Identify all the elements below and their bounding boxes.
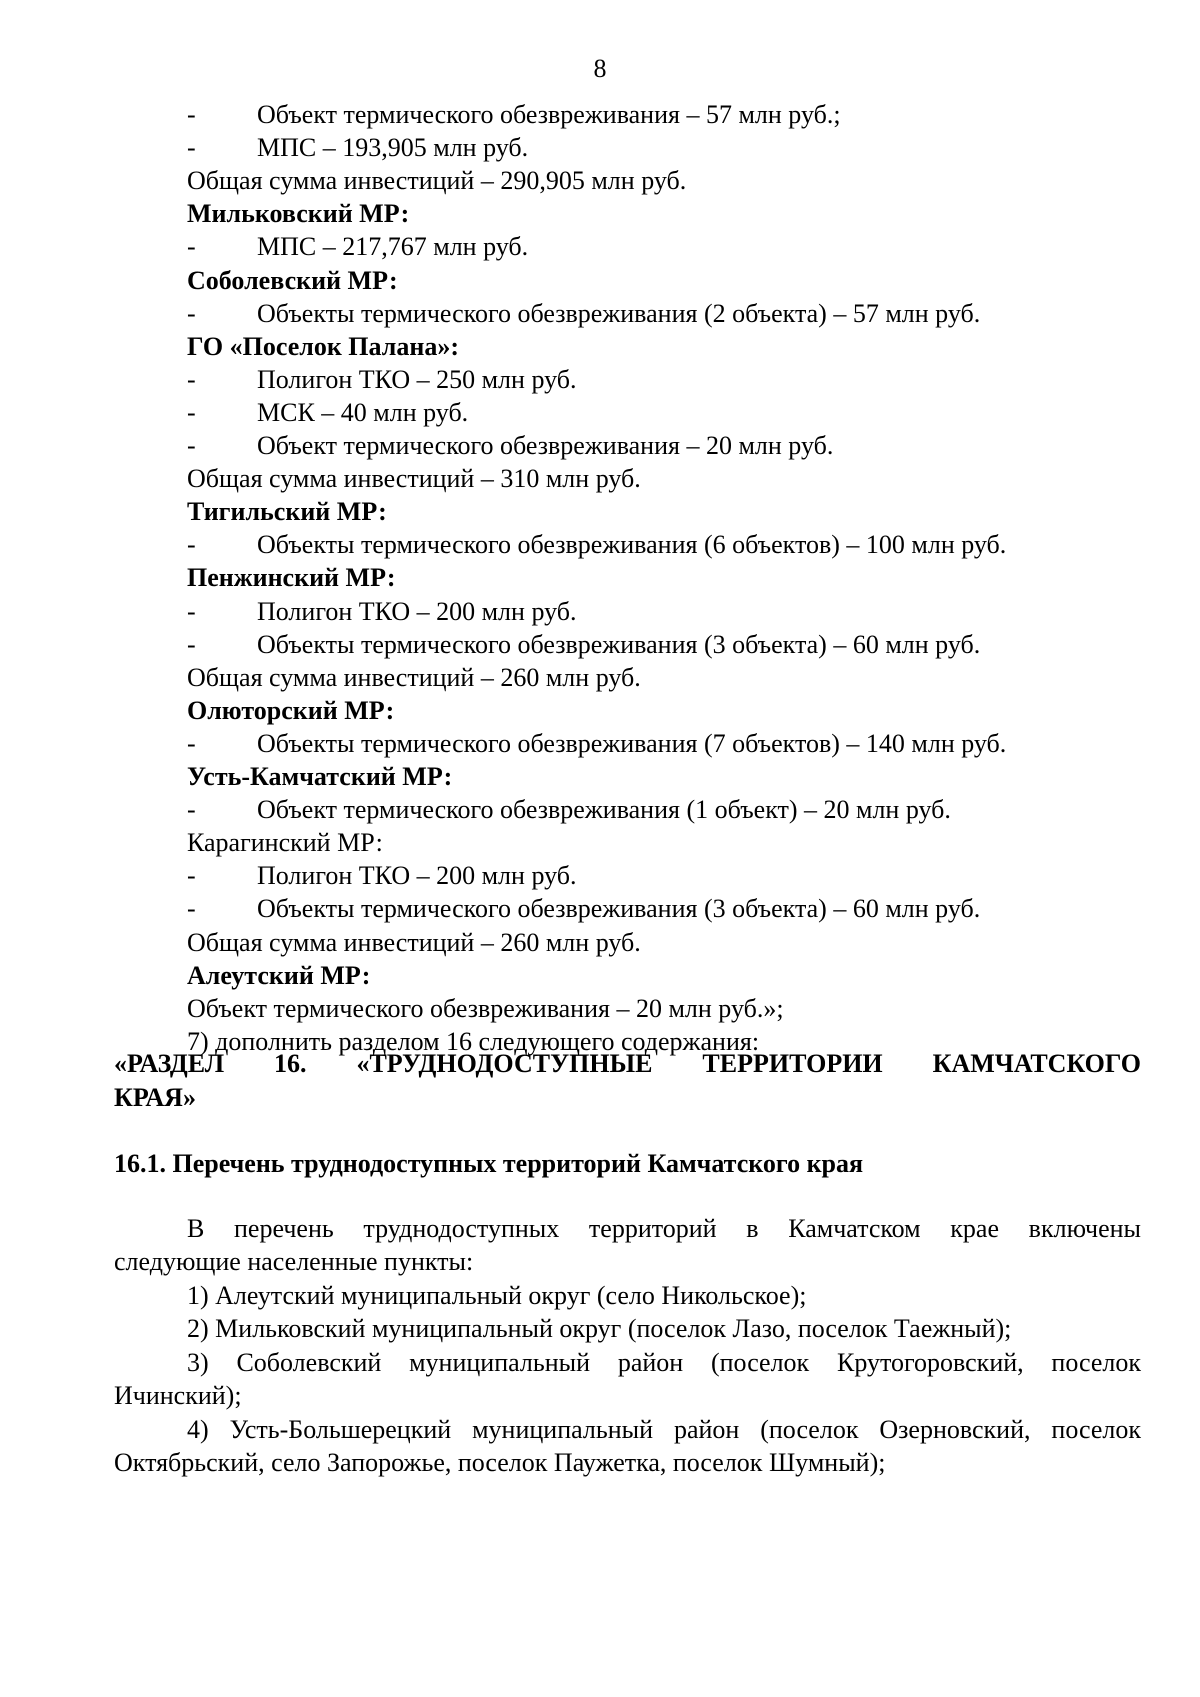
territory-item-3-line2: Ичинский); [114, 1381, 242, 1410]
list-bullet-dash: - [187, 795, 196, 824]
list-bullet-dash: - [187, 365, 196, 394]
list-bullet-dash: - [187, 431, 196, 460]
list-bullet-dash: - [187, 630, 196, 659]
district-heading: Алеутский МР: [187, 961, 371, 990]
list-item: МСК – 40 млн руб. [257, 398, 469, 427]
list-bullet-dash: - [187, 861, 196, 890]
summary-line: Общая сумма инвестиций – 310 млн руб. [187, 464, 641, 493]
list-item: Объект термического обезвреживания (1 объект) – 20 млн руб. [257, 795, 951, 824]
list-item: Объекты термического обезвреживания (6 объектов) – 100 млн руб. [257, 530, 1007, 559]
summary-line: Общая сумма инвестиций – 290,905 млн руб. [187, 166, 687, 195]
district-heading: Мильковский МР: [187, 199, 410, 228]
district-heading: Пенжинский МР: [187, 563, 396, 592]
district-heading: Соболевский МР: [187, 266, 398, 295]
territory-item-2: 2) Мильковский муниципальный округ (поселок Лазо, поселок Таежный); [187, 1314, 1012, 1343]
list-item: Объект термического обезвреживания – 57 млн руб.; [257, 100, 841, 129]
territory-item-4-line2: Октябрьский, село Запорожье, поселок Паужетка, поселок Шумный); [114, 1448, 886, 1477]
district-heading: Усть-Камчатский МР: [187, 762, 453, 791]
list-item: Полигон ТКО – 200 млн руб. [257, 597, 577, 626]
list-item: Объекты термического обезвреживания (3 объекта) – 60 млн руб. [257, 630, 981, 659]
page-number: 8 [593, 54, 607, 83]
list-item: Полигон ТКО – 200 млн руб. [257, 861, 577, 890]
subsection-title: 16.1. Перечень труднодоступных территорий Камчатского края [114, 1149, 864, 1178]
list-bullet-dash: - [187, 100, 196, 129]
summary-line: Карагинский МР: [187, 828, 383, 857]
summary-line: Объект термического обезвреживания – 20 млн руб.»; [187, 994, 784, 1023]
section-title-line1: «РАЗДЕЛ 16. «ТРУДНОДОСТУПНЫЕ ТЕРРИТОРИИ КАМЧАТСКОГО [114, 1049, 1141, 1078]
list-item: МПС – 217,767 млн руб. [257, 232, 529, 261]
section-title-line2: КРАЯ» [114, 1083, 196, 1112]
intro-line2: следующие населенные пункты: [114, 1247, 474, 1276]
list-item: Объекты термического обезвреживания (2 объекта) – 57 млн руб. [257, 299, 981, 328]
territory-item-1: 1) Алеутский муниципальный округ (село Никольское); [187, 1281, 807, 1310]
list-bullet-dash: - [187, 133, 196, 162]
summary-line: 7) дополнить разделом 16 следующего содержания: [187, 1027, 760, 1056]
district-heading: ГО «Поселок Палана»: [187, 332, 459, 361]
list-bullet-dash: - [187, 894, 196, 923]
list-bullet-dash: - [187, 530, 196, 559]
list-item: Объект термического обезвреживания – 20 млн руб. [257, 431, 834, 460]
intro-line1: В перечень труднодоступных территорий в Камчатском крае включены [187, 1214, 1141, 1243]
list-item: Объекты термического обезвреживания (7 объектов) – 140 млн руб. [257, 729, 1007, 758]
list-bullet-dash: - [187, 597, 196, 626]
summary-line: Общая сумма инвестиций – 260 млн руб. [187, 928, 641, 957]
list-item: Объекты термического обезвреживания (3 объекта) – 60 млн руб. [257, 894, 981, 923]
list-item: МПС – 193,905 млн руб. [257, 133, 529, 162]
list-bullet-dash: - [187, 299, 196, 328]
list-bullet-dash: - [187, 232, 196, 261]
summary-line: Общая сумма инвестиций – 260 млн руб. [187, 663, 641, 692]
list-bullet-dash: - [187, 729, 196, 758]
territory-item-3-line1: 3) Соболевский муниципальный район (поселок Крутогоровский, поселок [187, 1348, 1141, 1377]
district-heading: Олюторский МР: [187, 696, 395, 725]
list-bullet-dash: - [187, 398, 196, 427]
list-item: Полигон ТКО – 250 млн руб. [257, 365, 577, 394]
district-heading: Тигильский МР: [187, 497, 387, 526]
territory-item-4-line1: 4) Усть-Большерецкий муниципальный район (поселок Озерновский, поселок [187, 1415, 1141, 1444]
